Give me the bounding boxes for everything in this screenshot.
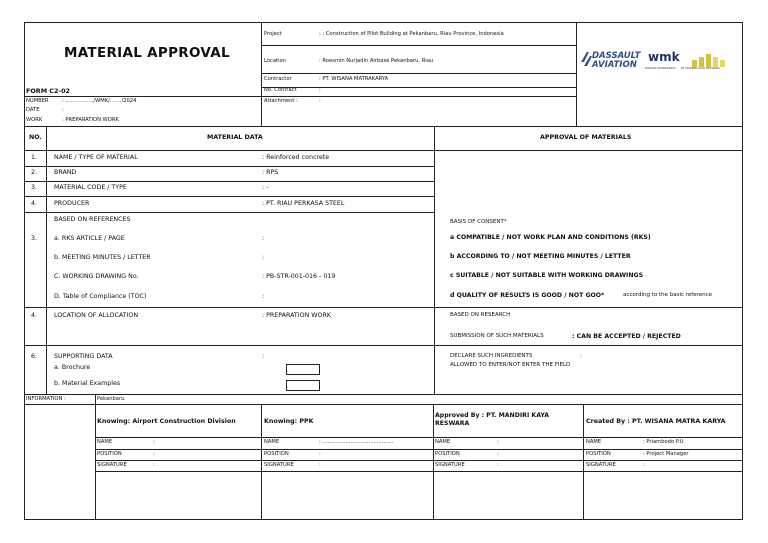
name-value: : <box>153 439 155 445</box>
footer-line <box>95 471 743 472</box>
footer-divider <box>95 394 96 519</box>
row-line <box>24 181 434 182</box>
location-allocation-value: : PREPARATION WORK <box>262 312 331 319</box>
name-value: : ........................................... <box>319 439 394 445</box>
row-no: 4. <box>31 312 38 319</box>
consent-option-a: a COMPATIBLE / NOT WORK PLAN AND CONDITIONS (RKS) <box>450 234 651 241</box>
information-value: Pekanbaru <box>97 396 125 402</box>
header-line <box>24 96 576 97</box>
name-value: : <box>497 439 499 445</box>
location-allocation-label: LOCATION OF ALLOCATION <box>54 312 139 319</box>
toc-label: D. Table of Compliance (TOC) <box>54 293 147 300</box>
basis-of-consent: BASIS OF CONSENT* <box>450 219 507 225</box>
row-no: 3. <box>31 235 38 242</box>
consent-option-d: d QUALITY OF RESULTS IS GOOD / NOT GOO* <box>450 292 605 299</box>
attachment-value: : <box>319 98 321 104</box>
supporting-data-label: SUPPORTING DATA <box>54 353 113 360</box>
producer-label: PRODUCER <box>54 200 90 207</box>
material-name-value: : Reinforced concrete <box>262 154 330 161</box>
frame-right <box>742 22 743 520</box>
form-code: FORM C2-02 <box>26 87 70 95</box>
row-line <box>24 150 743 151</box>
supporting-data-value: : <box>262 353 265 360</box>
project-label: Project <box>264 31 282 37</box>
material-code-label: MATERIAL CODE / TYPE <box>54 184 127 191</box>
submission-result: : CAN BE ACCEPTED / REJECTED <box>572 333 681 340</box>
brand-label: BRAND <box>54 169 77 176</box>
work-value: : PREPARATION WORK <box>62 117 119 123</box>
information-label: INFORMATION : <box>26 396 66 402</box>
brochure-label: a. Brochure <box>54 364 91 371</box>
signature-value: : <box>497 462 499 468</box>
header-line <box>262 87 576 88</box>
project-value: : : Construction of Pilot Building at Pekanbaru, Riau Province, Indonesia <box>319 31 504 37</box>
position-value: : <box>153 451 155 457</box>
position-value: : <box>497 451 499 457</box>
position-label: POSITION <box>586 451 611 457</box>
row-no: 3. <box>31 184 38 191</box>
dassault-line1: DASSAULT <box>592 51 641 61</box>
brand-value: : RPS <box>262 169 279 176</box>
header-divider-2 <box>576 22 577 126</box>
working-drawing-value: : PB-STR-001-016 - 019 <box>262 273 336 280</box>
approved-by: Approved By : PT. MANDIRI KAYA RESWARA <box>435 412 550 427</box>
signature-label: SIGNATURE <box>264 462 294 468</box>
created-by: Created By : PT. WISANA MATRA KARYA <box>586 418 726 425</box>
contract-label: No. Contract <box>264 87 297 93</box>
contract-value: : <box>319 87 321 93</box>
producer-value: : PT. RIAU PERKASA STEEL <box>262 200 345 207</box>
contractor-label: Contractor <box>264 76 292 82</box>
meeting-minutes-value: : <box>262 254 265 261</box>
brochure-checkbox[interactable] <box>286 364 320 375</box>
wmk-caption: WISANA MATRAKARYA <box>645 66 676 70</box>
signature-label: SIGNATURE <box>435 462 465 468</box>
row-line <box>24 212 434 213</box>
meeting-minutes-label: b. MEETING MINUTES / LETTER <box>54 254 151 261</box>
wmk-logo: wmk <box>648 50 680 64</box>
working-drawing-label: C. WORKING DRAWING No. <box>54 273 139 280</box>
name-label: NAME <box>586 439 602 445</box>
work-label: WORK <box>26 117 43 123</box>
location-value: : Roesmin Nurjadin Airbase Pekanbaru, Riau <box>319 58 434 64</box>
row-line <box>24 394 743 395</box>
row-line <box>24 166 434 167</box>
col-no-header: NO. <box>29 134 42 141</box>
declare-colon: : <box>580 353 582 359</box>
form-title: MATERIAL APPROVAL <box>64 45 230 61</box>
position-value: : <box>319 451 321 457</box>
name-value: : Priambodo P.U <box>643 439 684 445</box>
material-name-label: NAME / TYPE OF MATERIAL <box>54 154 138 161</box>
footer-line <box>95 449 743 450</box>
contractor-value: : PT. WISANA MATRAKARYA <box>319 76 389 82</box>
date-value: : <box>62 107 64 113</box>
consent-option-c: c SUITABLE / NOT SUITABLE WITH WORKING DRAWINGS <box>450 272 644 279</box>
row-line <box>24 404 743 405</box>
material-examples-label: b. Material Examples <box>54 380 121 387</box>
row-no: 4. <box>31 200 38 207</box>
col-material-data-header: MATERIAL DATA <box>207 134 263 141</box>
location-label: Location <box>264 58 286 64</box>
row-line <box>24 345 743 346</box>
row-no: 6. <box>31 353 38 360</box>
material-code-value: : - <box>262 184 269 191</box>
footer-divider <box>583 404 584 519</box>
position-label: POSITION <box>264 451 289 457</box>
knowing-airport-division: Knowing: Airport Construction Division <box>97 418 236 425</box>
name-label: NAME <box>435 439 451 445</box>
rks-article-label: a. RKS ARTICLE / PAGE <box>54 235 125 242</box>
date-label: DATE <box>26 107 40 113</box>
signature-label: SIGNATURE <box>97 462 127 468</box>
consent-option-b: b ACCORDING TO / NOT MEETING MINUTES / LETTER <box>450 253 631 260</box>
signature-value: : <box>153 462 155 468</box>
attachment-label: Attachment : <box>264 98 298 104</box>
position-value: : Project Manager <box>643 451 689 457</box>
col-approval-header: APPROVAL OF MATERIALS <box>540 134 632 141</box>
dassault-logo <box>580 48 641 70</box>
number-value: : ................./WMK/......./2024 <box>62 98 137 104</box>
number-label: NUMBER <box>26 98 49 104</box>
col-approval-divider <box>434 126 435 394</box>
signature-value: : <box>319 462 321 468</box>
footer-divider <box>261 404 262 519</box>
row-line <box>24 196 434 197</box>
signature-value: : <box>643 462 645 468</box>
position-label: POSITION <box>97 451 122 457</box>
footer-line <box>95 437 743 438</box>
material-examples-checkbox[interactable] <box>286 380 320 391</box>
row-line <box>24 307 743 308</box>
signature-label: SIGNATURE <box>586 462 616 468</box>
footer-line <box>95 460 743 461</box>
rks-article-value: : <box>262 235 265 242</box>
based-on-research: BASED ON RESEARCH <box>450 312 511 318</box>
toc-value: : <box>262 293 265 300</box>
name-label: NAME <box>97 439 113 445</box>
mandiri-logo-icon <box>688 52 740 65</box>
dassault-line2: AVIATION <box>592 60 637 70</box>
mandiri-caption: PT MANDIRI KAYA RESWARA <box>681 66 720 70</box>
row-no: 1. <box>31 154 38 161</box>
frame-bottom <box>24 519 743 520</box>
header-divider-1 <box>261 22 262 126</box>
row-no: 2. <box>31 169 38 176</box>
declare-line2: ALLOWED TO ENTER/NOT ENTER THE FIELD <box>450 362 571 368</box>
knowing-ppk: Knowing: PPK <box>264 418 314 425</box>
header-line <box>262 73 576 74</box>
name-label: NAME <box>264 439 280 445</box>
consent-option-d-note: according to the basic reference <box>623 292 713 298</box>
position-label: POSITION <box>435 451 460 457</box>
submission-label: SUBMISSION OF SUCH MATERIALS <box>450 333 544 339</box>
declare-line1: DECLARE SUCH INGREDIENTS <box>450 353 533 359</box>
header-bottom <box>24 126 743 127</box>
references-heading: BASED ON REFERENCES <box>54 216 131 223</box>
header-line <box>262 45 576 46</box>
footer-divider <box>433 404 434 519</box>
frame-top <box>24 22 743 23</box>
